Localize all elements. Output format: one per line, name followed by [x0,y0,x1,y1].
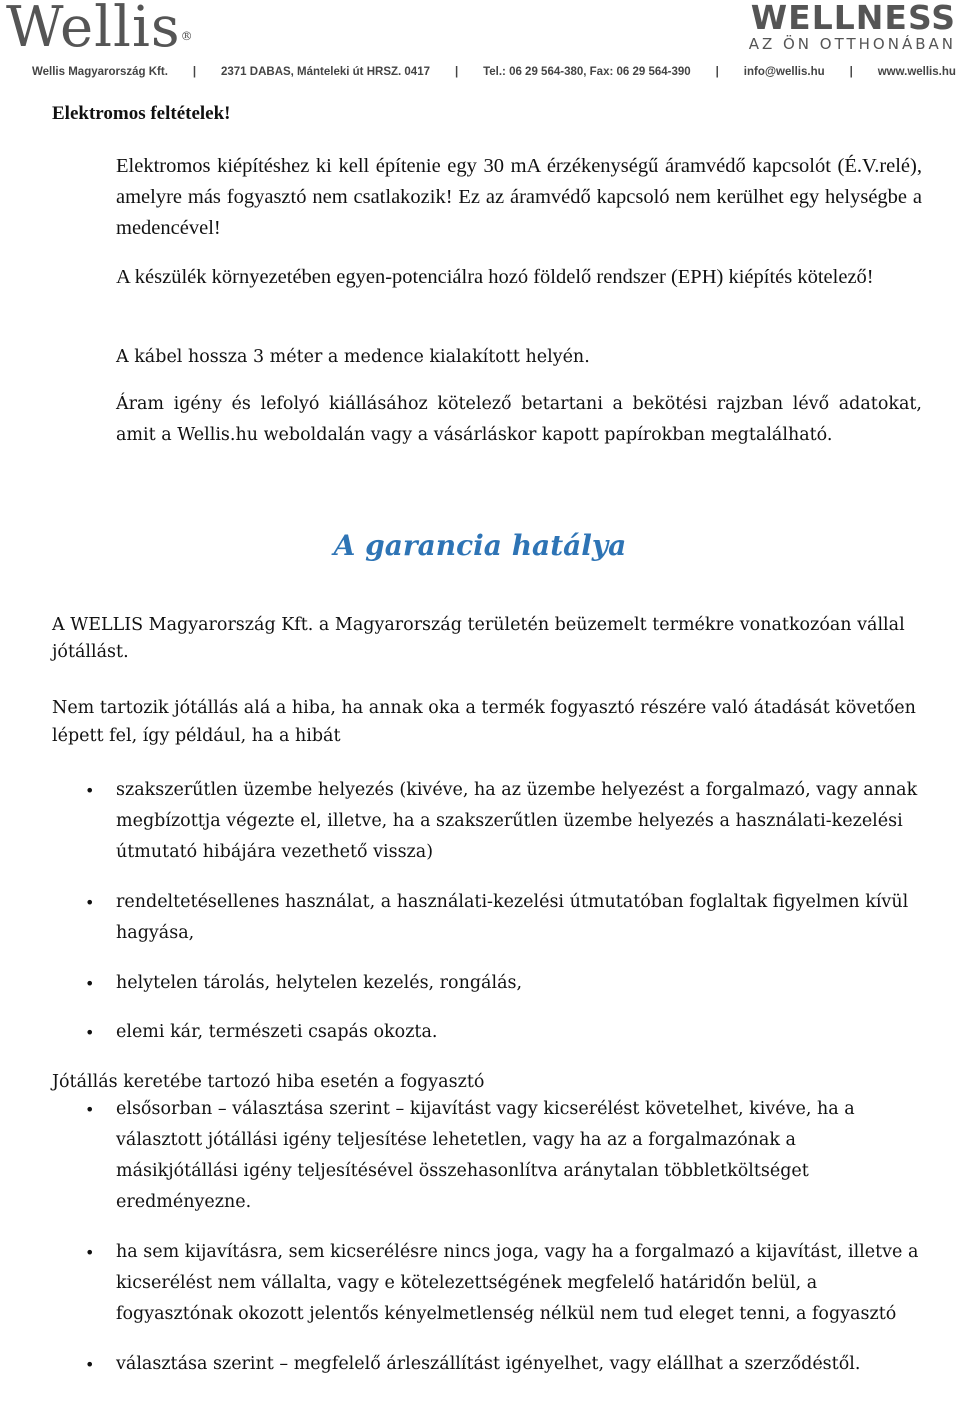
exclusion-list [85,775,922,1067]
warranty-scope: A WELLIS Magyarország Kft. a Magyarország területén beüzemelt termékre vonatkozóan vállal jótállást. [52,615,905,662]
consumer-rights-list [85,1094,922,1399]
registered-mark: ® [180,29,194,43]
list-item: • választása szerint – megfelelő árleszállítást igényelhet, vagy elállhat a szerződéstől. [116,1349,922,1380]
bullet-icon: • [85,1243,95,1262]
list-item: • helytelen tárolás, helytelen kezelés, rongálás, [116,968,922,999]
bullet-icon: • [85,781,95,800]
separator: | [192,66,197,78]
separator: | [849,66,853,78]
company-phone: Tel.: 06 29 564-380, Fax: 06 29 564-390 [483,66,691,78]
electrical-heading: Elektromos feltételek! [52,103,231,124]
company-name: Wellis Magyarország Kft. [32,66,168,78]
bullet-icon: • [85,974,95,993]
list-item: • ha sem kijavításra, sem kicserélésre nincs joga, vagy ha a forgalmazó a kijavítást, illetve a kicserélést nem vállalta, vagy e kötelezettségének megfelelő határidőn belül, a fogyasztónak okozott jelentős kényelmetlenség nélkül nem tud eleget tenni, a fogyasztó [116,1237,922,1330]
electrical-paragraph-grounding: A készülék környezetében egyen-potenciálra hozó földelő rendszer (EPH) kiépítés kötelező! [116,266,874,288]
warranty-heading: A garancia hatálya [333,529,627,562]
company-website[interactable]: www.wellis.hu [877,66,956,78]
separator: | [454,66,459,78]
separator: | [715,66,719,78]
list-item: • elemi kár, természeti csapás okozta. [116,1017,922,1048]
contact-bar [32,64,956,80]
wellness-wordmark: WELLNESS [750,0,956,37]
bullet-icon: • [85,1355,95,1374]
list-item: • szakszerűtlen üzembe helyezés (kivéve, ha az üzembe helyezést a forgalmazó, vagy annak megbízottja végezte el, illetve, ha a szakszerűtlen üzembe helyezés a használati-kezelési útmutató hibájára vezethető vissza) [116,775,922,868]
bullet-icon: • [85,1100,95,1119]
wellis-logo: Wellis® [6,0,194,60]
consumer-rights-intro: Jótállás keretébe tartozó hiba esetén a fogyasztó [52,1072,485,1092]
bullet-icon: • [85,1023,95,1042]
tagline: AZ ÖN OTTHONÁBAN [748,35,956,53]
warranty-exclusion-intro: Nem tartozik jótállás alá a hiba, ha annak oka a termék fogyasztó részére való átadását követően lépett fel, így például, ha a hibát [52,698,916,746]
electrical-paragraph-requirements: Áram igény és lefolyó kiállásához kötelező betartani a bekötési rajzban lévő adatokat, amit a Wellis.hu weboldalán vagy a vásárláskor kapott papírokban megtalálható. [116,394,922,445]
bullet-icon: • [85,893,95,912]
electrical-paragraph-breaker: Elektromos kiépítéshez ki kell építenie egy 30 mA érzékenységű áramvédő kapcsolót (É.V.relé), amelyre más fogyasztó nem csatlakozik! Ez az áramvédő kapcsoló nem kerülhet egy helységbe a medencével! [116,155,922,239]
electrical-paragraph-cable: A kábel hossza 3 méter a medence kialakított helyén. [116,347,590,367]
list-item: • elsősorban – választása szerint – kijavítást vagy kicserélést követelhet, kivéve, ha a választott jótállási igény teljesítése lehetetlen, vagy ha az a forgalmazónak a másikjótállási igény teljesítésével összehasonlítva aránytalan többletköltséget eredményezne. [116,1094,922,1218]
company-address: 2371 DABAS, Mánteleki út HRSZ. 0417 [221,66,430,78]
letterhead [0,0,960,90]
list-item: • rendeltetésellenes használat, a használati-kezelési útmutatóban foglaltak figyelmen kívül hagyása, [116,887,922,949]
company-email[interactable]: info@wellis.hu [743,66,825,78]
